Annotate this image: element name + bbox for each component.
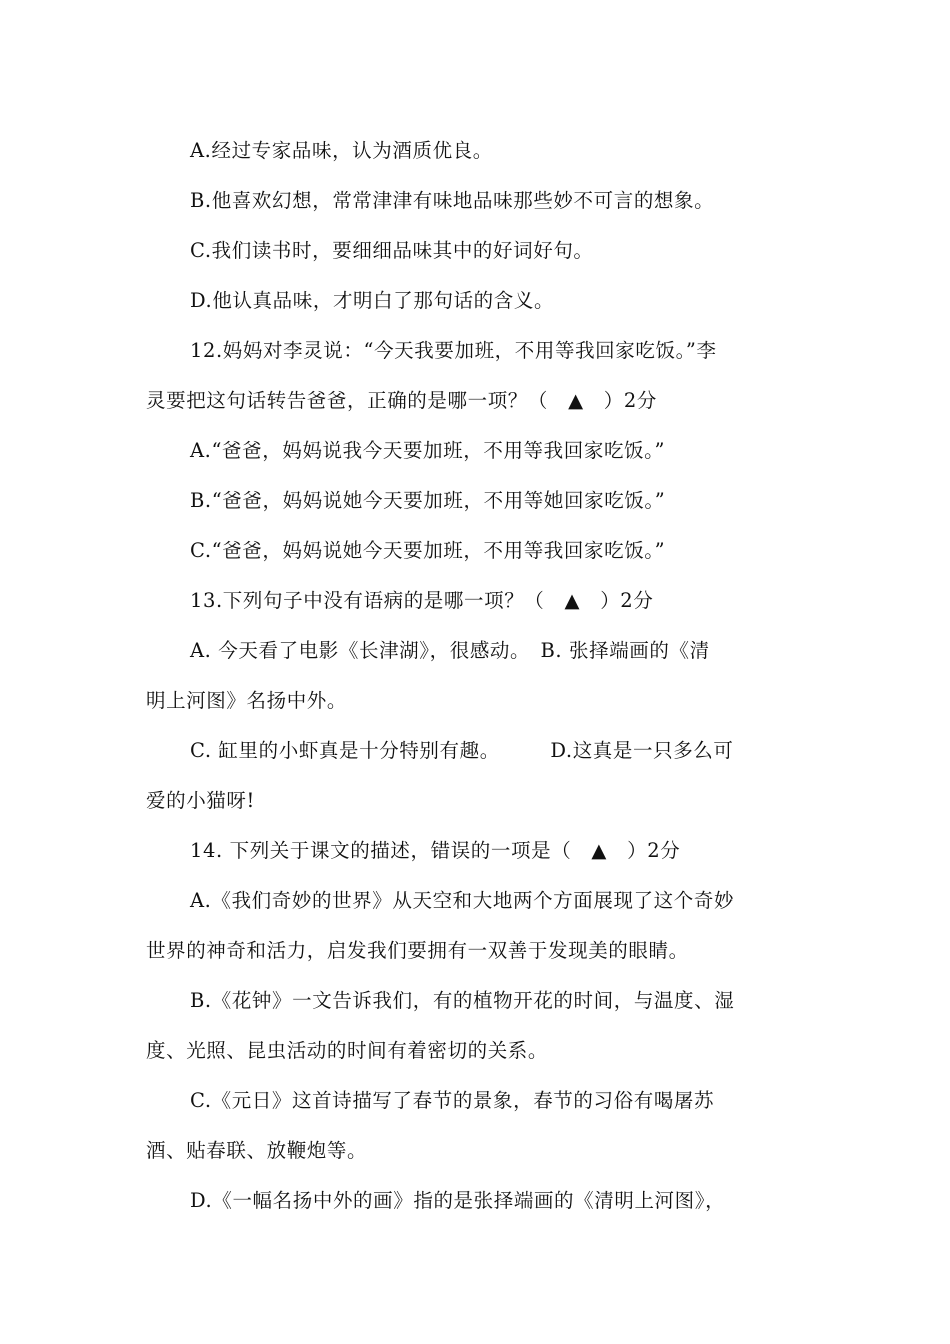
option-14c-cont: 酒、贴春联、放鞭炮等。 — [146, 1139, 368, 1162]
option-14c: C.《元日》这首诗描写了春节的景象，春节的习俗有喝屠苏 — [190, 1089, 715, 1112]
option-13b-cont: 明上河图》名扬中外。 — [146, 689, 348, 712]
option-14a: A.《我们奇妙的世界》从天空和大地两个方面展现了这个奇妙 — [190, 889, 735, 912]
option-14b-cont: 度、光照、昆虫活动的时间有着密切的关系。 — [146, 1039, 549, 1062]
option-12b: B.“爸爸，妈妈说她今天要加班，不用等她回家吃饭。” — [190, 489, 666, 512]
option-12a: A.“爸爸，妈妈说我今天要加班，不用等我回家吃饭。” — [190, 439, 666, 462]
option-14a-cont: 世界的神奇和活力，启发我们要拥有一双善于发现美的眼睛。 — [146, 939, 689, 962]
question-12-cont: 灵要把这句话转告爸爸，正确的是哪一项？（ ▲ ）2分 — [146, 389, 658, 412]
question-13: 13.下列句子中没有语病的是哪一项？（ ▲ ）2分 — [190, 589, 654, 612]
option-11b: B.他喜欢幻想，常常津津有味地品味那些妙不可言的想象。 — [190, 189, 715, 212]
question-14: 14. 下列关于课文的描述，错误的一项是（ ▲ ）2分 — [190, 839, 681, 862]
option-14d: D.《一幅名扬中外的画》指的是张择端画的《清明上河图》， — [190, 1189, 726, 1212]
option-13ab: A. 今天看了电影《长津湖》，很感动。 B. 张择端画的《清 — [190, 639, 710, 662]
option-13cd: C. 缸里的小虾真是十分特别有趣。 D.这真是一只多么可 — [190, 739, 734, 762]
option-11d: D.他认真品味，才明白了那句话的含义。 — [190, 289, 555, 312]
question-12: 12.妈妈对李灵说：“今天我要加班，不用等我回家吃饭。”李 — [190, 339, 717, 362]
option-12c: C.“爸爸，妈妈说她今天要加班，不用等我回家吃饭。” — [190, 539, 666, 562]
option-11a: A.经过专家品味，认为酒质优良。 — [190, 139, 493, 162]
option-11c: C.我们读书时，要细细品味其中的好词好句。 — [190, 239, 594, 262]
option-14b: B.《花钟》一文告诉我们，有的植物开花的时间，与温度、湿 — [190, 989, 735, 1012]
option-13d-cont: 爱的小猫呀! — [146, 789, 255, 812]
